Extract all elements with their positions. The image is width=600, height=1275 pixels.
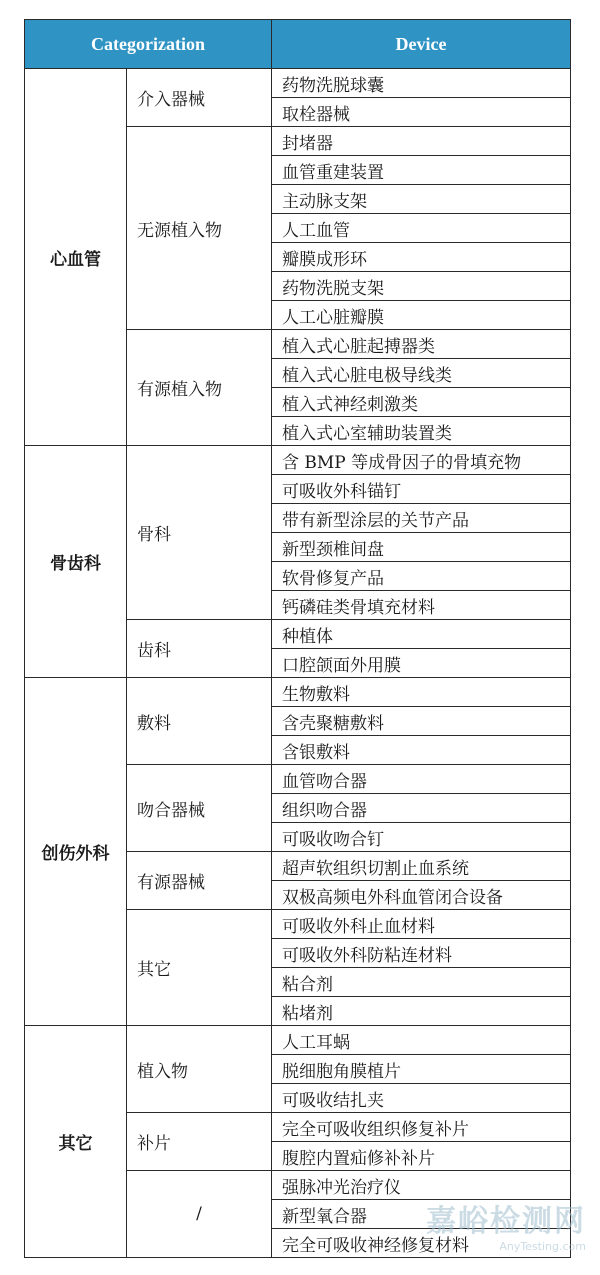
device-cell: 组织吻合器 (272, 794, 571, 823)
device-cell: 取栓器械 (272, 98, 571, 127)
device-cell: 人工耳蜗 (272, 1026, 571, 1055)
header-categorization: Categorization (25, 20, 272, 69)
category-cell: 骨齿科 (25, 446, 127, 678)
device-cell: 新型氧合器 (272, 1200, 571, 1229)
device-cell: 药物洗脱支架 (272, 272, 571, 301)
device-cell: 生物敷料 (272, 678, 571, 707)
device-cell: 带有新型涂层的关节产品 (272, 504, 571, 533)
device-cell: 可吸收外科防粘连材料 (272, 939, 571, 968)
device-cell: 封堵器 (272, 127, 571, 156)
device-cell: 植入式心脏电极导线类 (272, 359, 571, 388)
subcategory-cell: 敷料 (127, 678, 272, 765)
subcategory-cell: 齿科 (127, 620, 272, 678)
device-cell: 双极高频电外科血管闭合设备 (272, 881, 571, 910)
table-row (25, 1026, 571, 1055)
device-cell: 完全可吸收组织修复补片 (272, 1113, 571, 1142)
device-cell: 强脉冲光治疗仪 (272, 1171, 571, 1200)
category-cell: 其它 (25, 1026, 127, 1258)
device-cell: 植入式心脏起搏器类 (272, 330, 571, 359)
device-cell: 可吸收吻合钉 (272, 823, 571, 852)
subcategory-cell: 有源植入物 (127, 330, 272, 446)
device-cell: 粘合剂 (272, 968, 571, 997)
category-cell: 创伤外科 (25, 678, 127, 1026)
subcategory-cell: 介入器械 (127, 69, 272, 127)
device-cell: 钙磷硅类骨填充材料 (272, 591, 571, 620)
device-cell: 可吸收结扎夹 (272, 1084, 571, 1113)
device-cell: 脱细胞角膜植片 (272, 1055, 571, 1084)
category-cell: 心血管 (25, 69, 127, 446)
device-cell: 可吸收外科锚钉 (272, 475, 571, 504)
device-cell: 药物洗脱球囊 (272, 69, 571, 98)
device-cell: 植入式心室辅助装置类 (272, 417, 571, 446)
subcategory-cell: 无源植入物 (127, 127, 272, 330)
table-header-row (25, 20, 571, 69)
subcategory-cell: 植入物 (127, 1026, 272, 1113)
subcategory-cell: 其它 (127, 910, 272, 1026)
device-categorization-table (24, 19, 571, 1258)
device-cell: 人工血管 (272, 214, 571, 243)
device-cell: 含银敷料 (272, 736, 571, 765)
subcategory-cell: 有源器械 (127, 852, 272, 910)
device-cell: 粘堵剂 (272, 997, 571, 1026)
table-row (25, 69, 571, 98)
device-cell: 人工心脏瓣膜 (272, 301, 571, 330)
device-cell: 主动脉支架 (272, 185, 571, 214)
device-cell: 种植体 (272, 620, 571, 649)
device-cell: 血管吻合器 (272, 765, 571, 794)
subcategory-cell: 补片 (127, 1113, 272, 1171)
watermark-url: AnyTesting.com (499, 1240, 586, 1253)
device-cell: 含壳聚糖敷料 (272, 707, 571, 736)
device-cell: 口腔颌面外用膜 (272, 649, 571, 678)
subcategory-cell: / (127, 1171, 272, 1258)
table-row (25, 446, 571, 475)
device-cell: 血管重建装置 (272, 156, 571, 185)
device-cell: 可吸收外科止血材料 (272, 910, 571, 939)
device-cell: 腹腔内置疝修补补片 (272, 1142, 571, 1171)
device-cell: 植入式神经刺激类 (272, 388, 571, 417)
device-cell: 瓣膜成形环 (272, 243, 571, 272)
header-device: Device (272, 20, 571, 69)
watermark-text: 嘉峪检测网 (426, 1204, 586, 1239)
device-cell: 超声软组织切割止血系统 (272, 852, 571, 881)
table-row (25, 678, 571, 707)
subcategory-cell: 吻合器械 (127, 765, 272, 852)
device-cell: 含 BMP 等成骨因子的骨填充物 (272, 446, 571, 475)
device-cell: 新型颈椎间盘 (272, 533, 571, 562)
table-body (25, 69, 571, 1258)
device-cell: 软骨修复产品 (272, 562, 571, 591)
subcategory-cell: 骨科 (127, 446, 272, 620)
watermark (426, 1196, 586, 1253)
device-cell: 完全可吸收神经修复材料 (272, 1229, 571, 1258)
